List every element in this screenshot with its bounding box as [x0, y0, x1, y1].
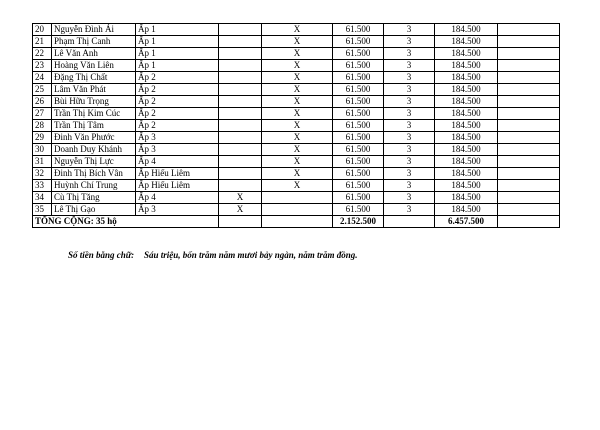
household-name: Huỳnh Chí Trung: [52, 180, 136, 192]
line-amount: 184.500: [435, 48, 498, 60]
mark-column-1: [219, 36, 262, 48]
mark-column-2: X: [262, 156, 333, 168]
unit-amount: 61.500: [333, 204, 384, 216]
household-address: Ấp 1: [136, 60, 219, 72]
mark-column-1: [219, 120, 262, 132]
mark-column-1: [219, 60, 262, 72]
line-amount: 184.500: [435, 24, 498, 36]
table-row: [33, 120, 560, 132]
unit-amount: 61.500: [333, 132, 384, 144]
note-cell: [498, 120, 560, 132]
quantity: 3: [384, 120, 435, 132]
total-quantity: [384, 216, 435, 228]
row-number: 22: [33, 48, 52, 60]
household-address: Ấp 2: [136, 84, 219, 96]
household-address: Ấp Hiếu Liêm: [136, 168, 219, 180]
mark-column-2: X: [262, 168, 333, 180]
household-name: Đinh Văn Phước: [52, 132, 136, 144]
household-name: Trần Thị Kim Cúc: [52, 108, 136, 120]
unit-amount: 61.500: [333, 168, 384, 180]
line-amount: 184.500: [435, 72, 498, 84]
quantity: 3: [384, 48, 435, 60]
line-amount: 184.500: [435, 156, 498, 168]
mark-column-1: [219, 156, 262, 168]
household-name: Lê Văn Anh: [52, 48, 136, 60]
household-name: Doanh Duy Khánh: [52, 144, 136, 156]
total-mark-1: [219, 216, 262, 228]
household-name: Nguyễn Thị Lực: [52, 156, 136, 168]
total-mark-2: [262, 216, 333, 228]
line-amount: 184.500: [435, 192, 498, 204]
unit-amount: 61.500: [333, 60, 384, 72]
table-row: [33, 204, 560, 216]
line-amount: 184.500: [435, 180, 498, 192]
household-address: Ấp 1: [136, 36, 219, 48]
household-address: Ấp 4: [136, 156, 219, 168]
note-cell: [498, 144, 560, 156]
quantity: 3: [384, 180, 435, 192]
quantity: 3: [384, 108, 435, 120]
mark-column-2: X: [262, 24, 333, 36]
quantity: 3: [384, 36, 435, 48]
table-row: [33, 156, 560, 168]
unit-amount: 61.500: [333, 144, 384, 156]
row-number: 21: [33, 36, 52, 48]
mark-column-1: [219, 48, 262, 60]
household-name: Phạm Thị Canh: [52, 36, 136, 48]
mark-column-2: X: [262, 180, 333, 192]
line-amount: 184.500: [435, 168, 498, 180]
quantity: 3: [384, 204, 435, 216]
unit-amount: 61.500: [333, 48, 384, 60]
quantity: 3: [384, 84, 435, 96]
unit-amount: 61.500: [333, 108, 384, 120]
line-amount: 184.500: [435, 60, 498, 72]
total-amount: 6.457.500: [435, 216, 498, 228]
quantity: 3: [384, 60, 435, 72]
household-name: Đặng Thị Chất: [52, 72, 136, 84]
household-name: Cù Thị Tăng: [52, 192, 136, 204]
table-row: [33, 96, 560, 108]
unit-amount: 61.500: [333, 96, 384, 108]
table-row: [33, 192, 560, 204]
table-row: [33, 180, 560, 192]
row-number: 35: [33, 204, 52, 216]
note-cell: [498, 48, 560, 60]
note-cell: [498, 72, 560, 84]
mark-column-2: X: [262, 132, 333, 144]
note-cell: [498, 132, 560, 144]
amount-in-words-label: Số tiền bằng chữ:: [68, 250, 135, 260]
mark-column-2: X: [262, 36, 333, 48]
line-amount: 184.500: [435, 96, 498, 108]
household-address: Ấp 4: [136, 192, 219, 204]
household-name: Đinh Thị Bích Vân: [52, 168, 136, 180]
row-number: 32: [33, 168, 52, 180]
unit-amount: 61.500: [333, 72, 384, 84]
household-address: Ấp 3: [136, 204, 219, 216]
mark-column-1: [219, 72, 262, 84]
row-number: 24: [33, 72, 52, 84]
line-amount: 184.500: [435, 108, 498, 120]
mark-column-2: X: [262, 84, 333, 96]
quantity: 3: [384, 156, 435, 168]
table-row: [33, 72, 560, 84]
household-address: Ấp 2: [136, 96, 219, 108]
quantity: 3: [384, 192, 435, 204]
table-row: [33, 144, 560, 156]
row-number: 34: [33, 192, 52, 204]
table-body: [33, 24, 560, 228]
note-cell: [498, 180, 560, 192]
household-address: Ấp 2: [136, 120, 219, 132]
total-row: [33, 216, 560, 228]
mark-column-2: X: [262, 48, 333, 60]
row-number: 25: [33, 84, 52, 96]
mark-column-1: [219, 132, 262, 144]
total-note: [498, 216, 560, 228]
note-cell: [498, 24, 560, 36]
row-number: 26: [33, 96, 52, 108]
table-row: [33, 48, 560, 60]
quantity: 3: [384, 72, 435, 84]
note-cell: [498, 60, 560, 72]
quantity: 3: [384, 24, 435, 36]
table-row: [33, 84, 560, 96]
table-row: [33, 24, 560, 36]
note-cell: [498, 168, 560, 180]
line-amount: 184.500: [435, 84, 498, 96]
row-number: 29: [33, 132, 52, 144]
unit-amount: 61.500: [333, 156, 384, 168]
note-cell: [498, 204, 560, 216]
quantity: 3: [384, 96, 435, 108]
household-table: [32, 23, 560, 228]
row-number: 31: [33, 156, 52, 168]
household-name: Lâm Văn Phát: [52, 84, 136, 96]
total-unit-amount: 2.152.500: [333, 216, 384, 228]
quantity: 3: [384, 144, 435, 156]
mark-column-2: [262, 204, 333, 216]
mark-column-2: X: [262, 96, 333, 108]
row-number: 27: [33, 108, 52, 120]
household-address: Ấp Hiếu Liêm: [136, 180, 219, 192]
mark-column-1: X: [219, 192, 262, 204]
mark-column-2: X: [262, 144, 333, 156]
unit-amount: 61.500: [333, 192, 384, 204]
mark-column-2: X: [262, 60, 333, 72]
household-address: Ấp 2: [136, 108, 219, 120]
note-cell: [498, 36, 560, 48]
mark-column-1: [219, 24, 262, 36]
mark-column-2: [262, 192, 333, 204]
line-amount: 184.500: [435, 144, 498, 156]
table-row: [33, 60, 560, 72]
line-amount: 184.500: [435, 36, 498, 48]
household-name: Hoàng Văn Liên: [52, 60, 136, 72]
total-label: TỔNG CỘNG: 35 hộ: [33, 216, 219, 228]
mark-column-1: [219, 168, 262, 180]
line-amount: 184.500: [435, 132, 498, 144]
mark-column-1: [219, 84, 262, 96]
unit-amount: 61.500: [333, 24, 384, 36]
note-cell: [498, 96, 560, 108]
unit-amount: 61.500: [333, 84, 384, 96]
note-cell: [498, 192, 560, 204]
household-name: Trần Thị Tâm: [52, 120, 136, 132]
amount-in-words-value: Sáu triệu, bốn trăm năm mươi bảy ngàn, năm trăm đồng.: [144, 250, 358, 260]
mark-column-1: [219, 144, 262, 156]
unit-amount: 61.500: [333, 120, 384, 132]
table-row: [33, 36, 560, 48]
household-address: Ấp 3: [136, 132, 219, 144]
row-number: 20: [33, 24, 52, 36]
mark-column-2: X: [262, 72, 333, 84]
mark-column-1: X: [219, 204, 262, 216]
household-address: Ấp 2: [136, 72, 219, 84]
row-number: 33: [33, 180, 52, 192]
household-name: Nguyễn Đình Ái: [52, 24, 136, 36]
quantity: 3: [384, 132, 435, 144]
mark-column-1: [219, 180, 262, 192]
household-address: Ấp 3: [136, 144, 219, 156]
mark-column-2: X: [262, 120, 333, 132]
unit-amount: 61.500: [333, 36, 384, 48]
household-name: Bùi Hữu Trọng: [52, 96, 136, 108]
table-row: [33, 168, 560, 180]
household-address: Ấp 1: [136, 48, 219, 60]
mark-column-1: [219, 96, 262, 108]
mark-column-1: [219, 108, 262, 120]
quantity: 3: [384, 168, 435, 180]
household-name: Lê Thị Gạo: [52, 204, 136, 216]
row-number: 28: [33, 120, 52, 132]
table-row: [33, 108, 560, 120]
row-number: 30: [33, 144, 52, 156]
line-amount: 184.500: [435, 204, 498, 216]
row-number: 23: [33, 60, 52, 72]
household-address: Ấp 1: [136, 24, 219, 36]
unit-amount: 61.500: [333, 180, 384, 192]
line-amount: 184.500: [435, 120, 498, 132]
note-cell: [498, 156, 560, 168]
mark-column-2: X: [262, 108, 333, 120]
note-cell: [498, 84, 560, 96]
note-cell: [498, 108, 560, 120]
table-row: [33, 132, 560, 144]
